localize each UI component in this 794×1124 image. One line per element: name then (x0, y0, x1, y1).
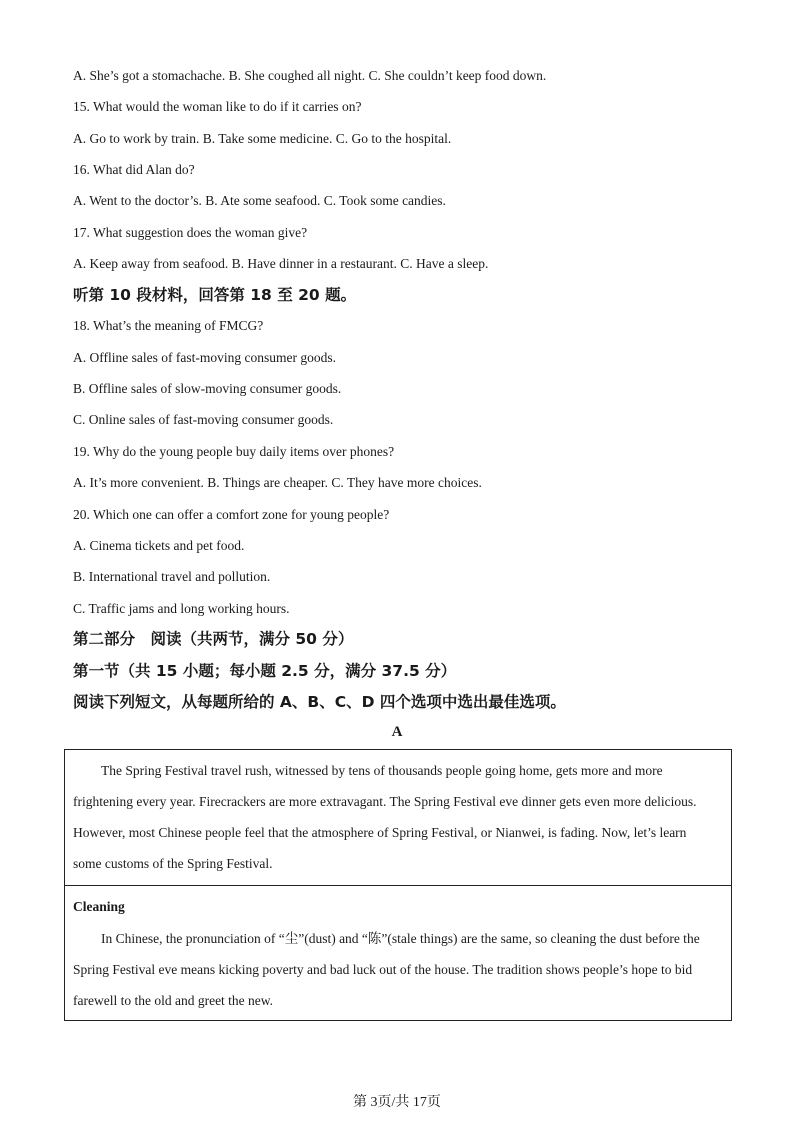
q20-option-b: B. International travel and pollution. (73, 569, 271, 584)
q18-option-a: A. Offline sales of fast-moving consumer goods. (73, 350, 336, 365)
q20-option-c: C. Traffic jams and long working hours. (73, 601, 290, 616)
passage-intro-box (64, 749, 732, 886)
q14-options: A. She’s got a stomachache. B. She coughed all night. C. She couldn’t keep food down. (73, 68, 547, 83)
cleaning-line: farewell to the old and greet the new. (73, 993, 274, 1008)
q16-options: A. Went to the doctor’s. B. Ate some seafood. C. Took some candies. (73, 193, 446, 208)
passage-intro-line: frightening every year. Firecrackers are more extravagant. The Spring Festival eve dinner gets even more delicious. (73, 794, 697, 809)
question-16: 16. What did Alan do? (73, 162, 195, 177)
cleaning-title: Cleaning (73, 899, 125, 914)
listening-section-heading: 听第 10 段材料，回答第 18 至 20 题。 (73, 286, 357, 304)
passage-intro-line: The Spring Festival travel rush, witnessed by tens of thousands people going home, gets more and more (101, 763, 663, 778)
q18-option-c: C. Online sales of fast-moving consumer goods. (73, 412, 334, 427)
cleaning-line: In Chinese, the pronunciation of “尘”(dust) and “陈”(stale things) are the same, so cleaning the dust before the (101, 931, 700, 946)
q19-options: A. It’s more convenient. B. Things are cheaper. C. They have more choices. (73, 475, 482, 490)
question-18: 18. What’s the meaning of FMCG? (73, 318, 264, 333)
q17-options: A. Keep away from seafood. B. Have dinner in a restaurant. C. Have a sleep. (73, 256, 489, 271)
part-two-heading: 第二部分 阅读（共两节，满分 50 分） (73, 630, 354, 648)
page-number: 第 3页/共 17页 (353, 1095, 441, 1110)
passage-intro-line: However, most Chinese people feel that the atmosphere of Spring Festival, or Nianwei, is fading. Now, let’s learn (73, 825, 687, 840)
question-20: 20. Which one can offer a comfort zone for young people? (73, 507, 390, 522)
q20-option-a: A. Cinema tickets and pet food. (73, 538, 245, 553)
question-17: 17. What suggestion does the woman give? (73, 225, 308, 240)
q15-options: A. Go to work by train. B. Take some medicine. C. Go to the hospital. (73, 131, 452, 146)
question-15: 15. What would the woman like to do if it carries on? (73, 99, 362, 114)
section-one-heading: 第一节（共 15 小题；每小题 2.5 分，满分 37.5 分） (73, 662, 457, 680)
passage-intro-line: some customs of the Spring Festival. (73, 856, 273, 871)
cleaning-line: Spring Festival eve means kicking poverty and bad luck out of the house. The tradition shows people’s hope to bid (73, 962, 693, 977)
question-19: 19. Why do the young people buy daily items over phones? (73, 444, 395, 459)
q18-option-b: B. Offline sales of slow-moving consumer goods. (73, 381, 342, 396)
reading-instructions: 阅读下列短文，从每题所给的 A、B、C、D 四个选项中选出最佳选项。 (73, 693, 566, 711)
passage-letter: A (391, 724, 403, 740)
cleaning-box (64, 885, 732, 1021)
